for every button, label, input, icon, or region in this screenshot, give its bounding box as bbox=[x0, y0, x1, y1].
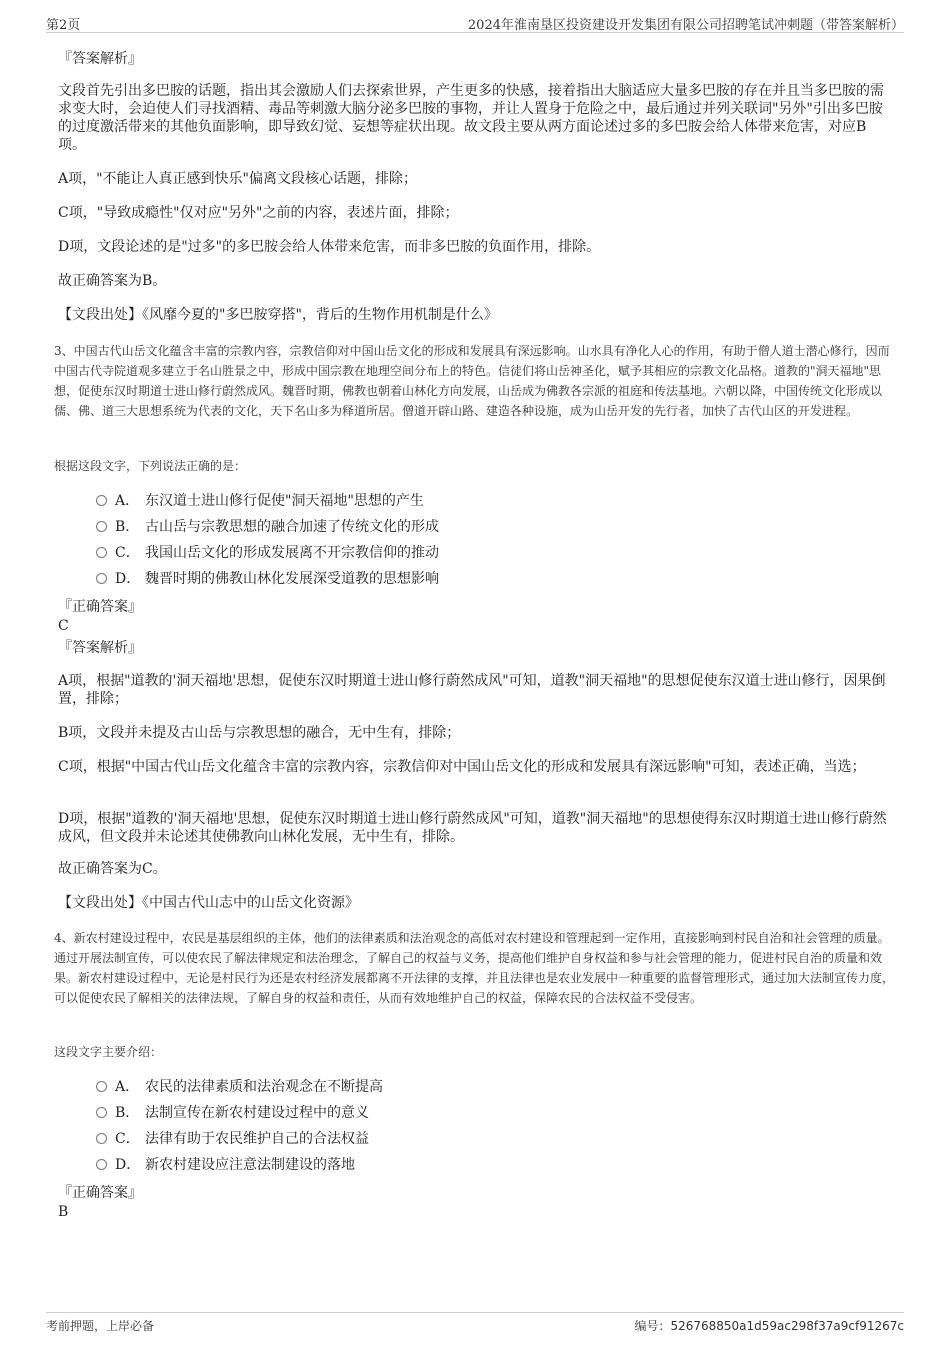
radio-icon[interactable] bbox=[96, 1107, 107, 1118]
q2-analysis-a: A项，"不能让人真正感到快乐"偏离文段核心话题，排除； bbox=[58, 171, 417, 187]
q3-analysis-b: B项，文段并未提及古山岳与宗教思想的融合，无中生有，排除； bbox=[58, 725, 461, 741]
q4-passage: 4、新农村建设过程中，农民是基层组织的主体，他们的法律素质和法治观念的高低对农村建设和管理起到一定作用，直接影响到村民自治和社会管理的质量。通过开展法制宣传，可以使农民了解法律规定和法治理念，了解自己的权益与义务，提高他们维护自身权益和参与社会管理的能力，促进村民自治的质量和效果。新农村建设过程中，无论是村民行为还是农村经济发展都离不开法律的支撑，并且法律也是农业发展中一种重要的监督管理形式，通过加大法制宣传力度，可以促使农民了解相关的法律法规，了解自身的权益和责任，从而有效地维护自己的权益，保障农民的合法权益不受侵害。 bbox=[54, 931, 895, 1005]
radio-icon[interactable] bbox=[96, 521, 107, 532]
q2-analysis-d: D项，文段论述的是"过多"的多巴胺会给人体带来危害，而非多巴胺的负面作用，排除。 bbox=[58, 239, 601, 255]
radio-icon[interactable] bbox=[96, 547, 107, 558]
q3-analysis-c: C项，根据"中国古代山岳文化蕴含丰富的宗教内容，宗教信仰对中国山岳文化的形成和发展具有深远影响"可知，表述正确，当选； bbox=[58, 759, 866, 775]
radio-icon[interactable] bbox=[96, 1133, 107, 1144]
q2-source: 【文段出处】《风靡今夏的"多巴胺穿搭"，背后的生物作用机制是什么》 bbox=[58, 307, 498, 323]
radio-icon[interactable] bbox=[96, 495, 107, 506]
page-number: 第2页 bbox=[46, 18, 81, 33]
q4-answer: B bbox=[58, 1204, 69, 1220]
radio-icon[interactable] bbox=[96, 1159, 107, 1170]
q3-source: 【文段出处】《中国古代山志中的山岳文化资源》 bbox=[58, 895, 359, 911]
q4-option-a[interactable]: A． 农民的法律素质和法治观念在不断提高 bbox=[96, 1078, 383, 1096]
q2-conclusion: 故正确答案为B。 bbox=[58, 273, 167, 289]
q3-analysis-a: A项，根据"道教的'洞天福地'思想，促使东汉时期道士进山修行蔚然成风"可知，道教"洞天福地"的思想促使东汉道士进山修行，因果倒置，排除； bbox=[58, 673, 886, 707]
q4-option-b[interactable]: B． 法制宣传在新农村建设过程中的意义 bbox=[96, 1104, 369, 1122]
q3-option-c[interactable]: C． 我国山岳文化的形成发展离不开宗教信仰的推动 bbox=[96, 544, 439, 562]
document-code: 编号：526768850a1d59ac298f37a9cf91267c bbox=[634, 1319, 904, 1333]
page-header bbox=[46, 12, 904, 33]
radio-icon[interactable] bbox=[96, 573, 107, 584]
radio-icon[interactable] bbox=[96, 1081, 107, 1092]
q4-option-d[interactable]: D． 新农村建设应注意法制建设的落地 bbox=[96, 1156, 355, 1174]
q3-answer-label: 『正确答案』 bbox=[58, 599, 142, 615]
q3-analysis-d: D项，根据"道教的'洞天福地'思想，促使东汉时期道士进山修行蔚然成风"可知，道教"洞天福地"的思想使得东汉时期道士进山修行蔚然成风，但文段并未论述其使佛教向山林化发展，无中生有，排除。 bbox=[58, 811, 887, 845]
q3-analysis-label: 『答案解析』 bbox=[58, 640, 142, 656]
q3-option-d[interactable]: D． 魏晋时期的佛教山林化发展深受道教的思想影响 bbox=[96, 570, 439, 588]
q3-passage: 3、中国古代山岳文化蕴含丰富的宗教内容，宗教信仰对中国山岳文化的形成和发展具有深远影响。山水具有净化人心的作用，有助于僧人道士潜心修行，因而中国古代寺院道观多建立于名山胜景之中，形成中国宗教在地理空间分布上的特色。信徒们将山岳神圣化，赋予其相应的宗教文化品格。道教的"洞天福地"思想，促使东汉时期道士进山修行蔚然成风。魏晋时期，佛教也朝着山林化方向发展，山岳成为佛教各宗派的祖庭和传法基地。六朝以降，中国传统文化形成以儒、佛、道三大思想系统为代表的文化，天下名山多为释道所居。僧道开辟山路、建造各种设施，成为山岳开发的先行者，加快了古代山区的开发进程。 bbox=[54, 344, 890, 418]
q3-answer: C bbox=[58, 618, 69, 634]
q3-option-a[interactable]: A． 东汉道士进山修行促使"洞天福地"思想的产生 bbox=[96, 492, 424, 510]
q3-option-b[interactable]: B． 古山岳与宗教思想的融合加速了传统文化的形成 bbox=[96, 518, 439, 536]
q4-question: 这段文字主要介绍： bbox=[54, 1045, 163, 1059]
q3-conclusion: 故正确答案为C。 bbox=[58, 861, 167, 877]
q4-answer-label: 『正确答案』 bbox=[58, 1185, 142, 1201]
footer-slogan: 考前押题，上岸必备 bbox=[46, 1319, 155, 1333]
q2-analysis-label: 『答案解析』 bbox=[58, 51, 142, 67]
document-title: 2024年淮南垦区投资建设开发集团有限公司招聘笔试冲刺题（带答案解析） bbox=[467, 18, 904, 33]
page-footer bbox=[46, 1312, 904, 1337]
q4-option-c[interactable]: C． 法律有助于农民维护自己的合法权益 bbox=[96, 1130, 369, 1148]
q3-question: 根据这段文字，下列说法正确的是： bbox=[54, 459, 247, 473]
q2-analysis-text: 文段首先引出多巴胺的话题，指出其会激励人们去探索世界，产生更多的快感，接着指出大脑适应大量多巴胺的存在并且当多巴胺的需求变大时，会迫使人们寻找酒精、毒品等刺激大脑分泌多巴胺的事物，并让人置身于危险之中，最后通过并列关联词"另外"引出多巴胺的过度激活带来的其他负面影响，即导致幻觉、妄想等症状出现。故文段主要从两方面论述过多的多巴胺会给人体带来危害，对应B项。 bbox=[58, 83, 884, 153]
q2-analysis-c: C项，"导致成瘾性"仅对应"另外"之前的内容，表述片面，排除； bbox=[58, 205, 459, 221]
